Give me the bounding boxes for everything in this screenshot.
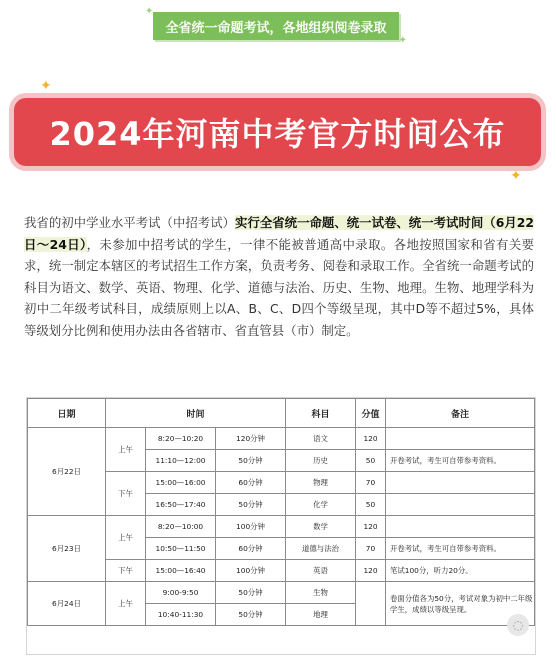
sparkle-icon: ✦ <box>145 6 154 17</box>
note-cell <box>386 428 535 450</box>
headline: 2024年河南中考官方时间公布 <box>14 98 541 166</box>
score-cell: 120 <box>356 516 386 538</box>
score-cell: 70 <box>356 472 386 494</box>
period-cell: 上午 <box>106 516 146 560</box>
duration-cell: 60分钟 <box>216 538 286 560</box>
scroll-top-icon: ◌ <box>512 618 524 632</box>
time-cell: 8:20—10:20 <box>146 428 216 450</box>
subject-cell: 语文 <box>286 428 356 450</box>
period-cell: 上午 <box>106 428 146 472</box>
note-cell: 开卷考试，考生可自带参考资料。 <box>386 450 535 472</box>
subject-cell: 地理 <box>286 604 356 626</box>
duration-cell: 100分钟 <box>216 516 286 538</box>
exam-schedule-table <box>27 398 535 626</box>
time-cell: 11:10—12:00 <box>146 450 216 472</box>
exam-schedule-table-frame <box>26 397 536 655</box>
duration-cell: 50分钟 <box>216 582 286 604</box>
score-cell <box>356 582 386 626</box>
date-cell: 6月22日 <box>28 428 106 516</box>
subject-cell: 生物 <box>286 582 356 604</box>
sparkle-icon: ✦ <box>398 35 407 46</box>
period-cell: 上午 <box>106 582 146 626</box>
note-cell <box>386 516 535 538</box>
duration-cell: 50分钟 <box>216 494 286 516</box>
time-cell: 16:50—17:40 <box>146 494 216 516</box>
subject-cell: 道德与法治 <box>286 538 356 560</box>
headline-banner <box>14 98 541 166</box>
table-row <box>28 428 535 450</box>
table-row <box>28 582 535 604</box>
period-cell: 下午 <box>106 472 146 516</box>
sparkle-icon: ✦ <box>40 78 52 94</box>
header-subject: 科目 <box>286 399 356 428</box>
note-cell: 卷面分值各为50分，考试对象为初中二年级学生，成绩以等级呈现。 <box>386 582 535 626</box>
time-cell: 15:00—16:00 <box>146 472 216 494</box>
score-cell: 50 <box>356 450 386 472</box>
duration-cell: 100分钟 <box>216 560 286 582</box>
duration-cell: 50分钟 <box>216 450 286 472</box>
paragraph-highlight: 实行全省统一命题、统一试卷、统一考试时间（6月22日～24日） <box>24 215 535 252</box>
note-cell: 笔试100分，听力20分。 <box>386 560 535 582</box>
header-score: 分值 <box>356 399 386 428</box>
score-cell: 120 <box>356 428 386 450</box>
subject-cell: 数学 <box>286 516 356 538</box>
score-cell: 120 <box>356 560 386 582</box>
note-cell <box>386 472 535 494</box>
table-row <box>28 516 535 538</box>
paragraph-body: ，未参加中招考试的学生，一律不能被普通高中录取。各地按照国家和省有关要求，统一制定本辖区的考试招生工作方案，负责考务、阅卷和录取工作。全省统一命题考试的科目为语文、数学、英语、物理、化学、道德与法治、历史、生物、地理。生物、地理学科为初中二年级考试科目，成绩原则上以A、B、C、D四个等级呈现，其中D等不超过5%，具体等级划分比例和使用办法由各省辖市、省直管县（市）制定。 <box>24 236 534 338</box>
subject-cell: 历史 <box>286 450 356 472</box>
duration-cell: 50分钟 <box>216 604 286 626</box>
sparkle-icon: ✦ <box>510 168 522 184</box>
table-header-row <box>28 399 535 428</box>
date-cell: 6月24日 <box>28 582 106 626</box>
header-time: 时间 <box>106 399 286 428</box>
date-cell: 6月23日 <box>28 516 106 582</box>
note-cell: 开卷考试，考生可自带参考资料。 <box>386 538 535 560</box>
time-cell: 10:40-11:30 <box>146 604 216 626</box>
score-cell: 50 <box>356 494 386 516</box>
scroll-top-button[interactable] <box>507 614 529 636</box>
time-cell: 9:00-9:50 <box>146 582 216 604</box>
section-tag-text: 全省统一命题考试，各地组织阅卷录取 <box>165 20 387 36</box>
subject-cell: 英语 <box>286 560 356 582</box>
period-cell: 下午 <box>106 560 146 582</box>
subject-cell: 化学 <box>286 494 356 516</box>
section-tag <box>145 6 407 46</box>
note-cell <box>386 494 535 516</box>
header-note: 备注 <box>386 399 535 428</box>
subject-cell: 物理 <box>286 472 356 494</box>
paragraph-intro: 我省的初中学业水平考试（中招考试） <box>24 215 236 230</box>
header-date: 日期 <box>28 399 106 428</box>
time-cell: 8:20—10:00 <box>146 516 216 538</box>
time-cell: 15:00—16:40 <box>146 560 216 582</box>
duration-cell: 120分钟 <box>216 428 286 450</box>
score-cell: 70 <box>356 538 386 560</box>
article-paragraph <box>24 212 534 341</box>
duration-cell: 60分钟 <box>216 472 286 494</box>
time-cell: 10:50—11:50 <box>146 538 216 560</box>
